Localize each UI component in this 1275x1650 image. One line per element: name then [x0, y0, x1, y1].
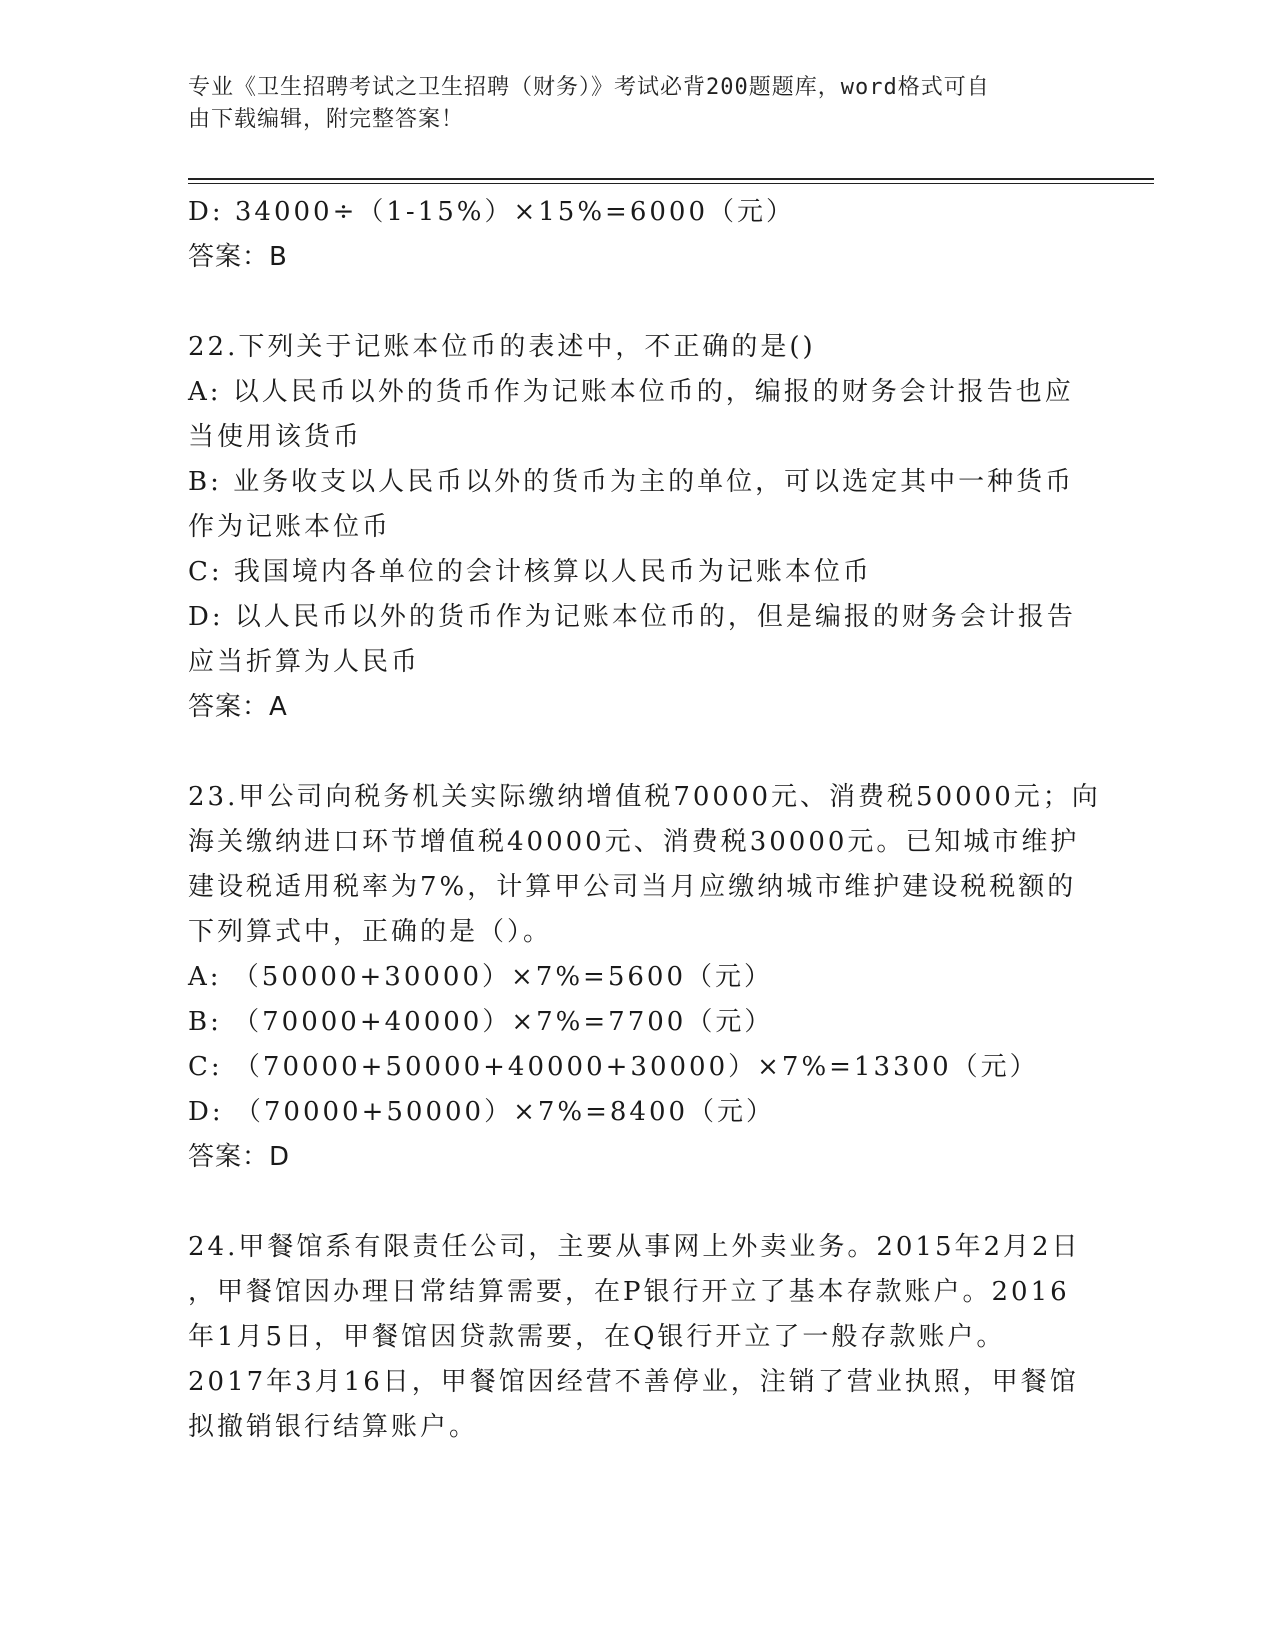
q23-stem-line2: 海关缴纳进口环节增值税40000元、消费税30000元。已知城市维护	[188, 827, 1080, 857]
q23-option-a: A: （50000+30000）×7%=5600（元）	[188, 962, 773, 992]
header-line-1: 专业《卫生招聘考试之卫生招聘（财务）》考试必背200题题库，word格式可自	[188, 75, 990, 100]
q23-stem-line3: 建设税适用税率为7%，计算甲公司当月应缴纳城市维护建设税税额的	[188, 872, 1077, 902]
q23-stem-line1: 23.甲公司向税务机关实际缴纳增值税70000元、消费税50000元；向	[188, 782, 1101, 812]
q22-option-d-line2: 应当折算为人民币	[188, 647, 421, 677]
header-rule-thin	[188, 183, 1154, 184]
q24-stem-line3: 年1月5日，甲餐馆因贷款需要，在Q银行开立了一般存款账户。	[188, 1322, 1006, 1352]
q22-option-a-line2: 当使用该货币	[188, 422, 363, 452]
q21-answer: 答案：B	[188, 242, 288, 272]
q24-stem-line5: 拟撤销银行结算账户。	[188, 1412, 479, 1442]
q22-option-a-line1: A: 以人民币以外的货币作为记账本位币的，编报的财务会计报告也应	[188, 377, 1074, 407]
header-line-2: 由下载编辑，附完整答案！	[188, 107, 465, 132]
q22-option-c: C: 我国境内各单位的会计核算以人民币为记账本位币	[188, 557, 872, 587]
q22-answer: 答案：A	[188, 692, 288, 722]
q23-option-c: C: （70000+50000+40000+30000）×7%=13300（元）	[188, 1052, 1039, 1082]
q23-option-d: D: （70000+50000）×7%=8400（元）	[188, 1097, 776, 1127]
q23-option-b: B: （70000+40000）×7%=7700（元）	[188, 1007, 774, 1037]
spacer	[188, 1180, 1088, 1225]
page-header	[188, 72, 1068, 136]
q24-stem-line1: 24.甲餐馆系有限责任公司，主要从事网上外卖业务。2015年2月2日	[188, 1232, 1081, 1262]
header-rule-thick	[188, 178, 1154, 180]
q23-answer: 答案：D	[188, 1142, 291, 1172]
spacer	[188, 730, 1088, 775]
q24-stem-line4: 2017年3月16日，甲餐馆因经营不善停业，注销了营业执照，甲餐馆	[188, 1367, 1079, 1397]
q22-option-b-line2: 作为记账本位币	[188, 512, 392, 542]
spacer	[188, 280, 1088, 325]
q22-option-d-line1: D: 以人民币以外的货币作为记账本位币的，但是编报的财务会计报告	[188, 602, 1076, 632]
question-content	[188, 190, 1101, 1450]
q22-option-b-line1: B: 业务收支以人民币以外的货币为主的单位，可以选定其中一种货币	[188, 467, 1075, 497]
q21-option-d: D: 34000÷（1-15%）×15%=6000（元）	[188, 197, 796, 227]
q24-stem-line2: ，甲餐馆因办理日常结算需要，在P银行开立了基本存款账户。2016	[188, 1277, 1070, 1307]
q23-stem-line4: 下列算式中，正确的是（）。	[188, 917, 553, 947]
q22-stem: 22.下列关于记账本位币的表述中，不正确的是()	[188, 332, 816, 362]
